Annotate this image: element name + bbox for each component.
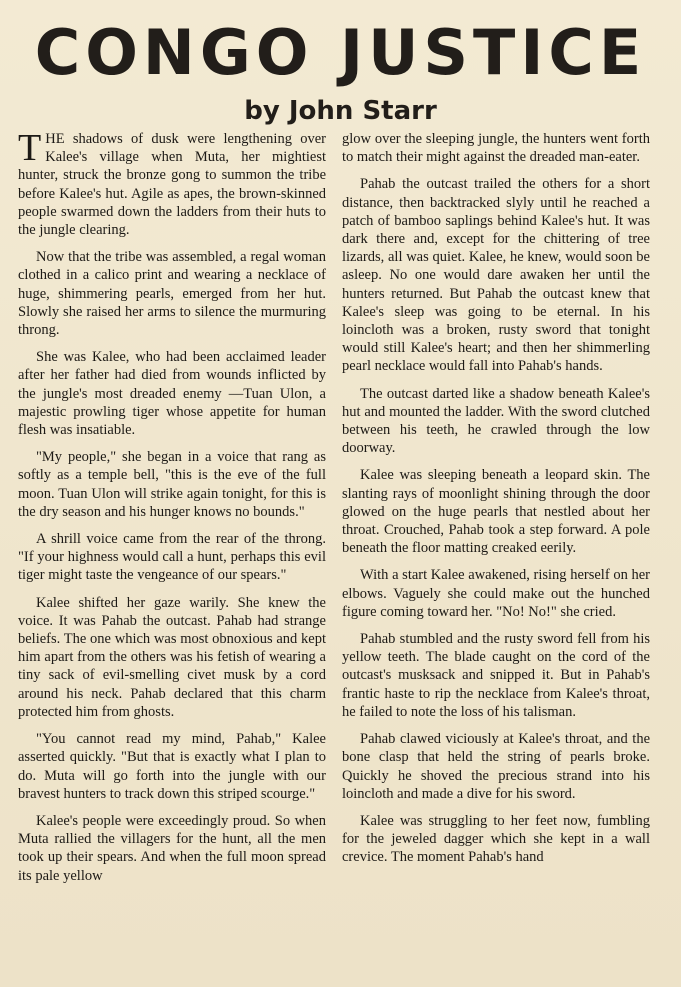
left-column bbox=[18, 127, 326, 894]
story-columns bbox=[18, 127, 667, 894]
paragraph: Kalee was struggling to her feet now, fumbling for the jeweled dagger which she kept in a wall crevice. The moment Pahab's hand bbox=[342, 812, 650, 866]
paragraph: Kalee was sleeping beneath a leopard skin. The slanting rays of moonlight shining through the door glowed on the huge pearls that nestled about her throat. Crouched, Pahab took a step forward. A pole beneath the floor matting creaked eerily. bbox=[342, 467, 650, 557]
paragraph: "My people," she began in a voice that rang as softly as a temple bell, "this is the eve of the full moon. Tuan Ulon will strike again tonight, for this is the dry season and his hunger knows no bounds." bbox=[18, 449, 326, 520]
paragraph: Pahab clawed viciously at Kalee's throat, and the bone clasp that held the string of pearls broke. Quickly he shoved the precious strand into his loincloth and made a dive for his sword. bbox=[342, 731, 650, 802]
paragraph: The outcast darted like a shadow beneath Kalee's hut and mounted the ladder. With the sword clutched between his teeth, he crawled through the low doorway. bbox=[342, 385, 650, 457]
story-title: CONGO JUSTICE bbox=[34, 16, 647, 89]
paragraph: Kalee's people were exceedingly proud. So when Muta rallied the villagers for the hunt, all the men took up their spears. And when the full moon spread its pale yellow bbox=[18, 812, 326, 884]
paragraph: Kalee shifted her gaze warily. She knew the voice. It was Pahab the outcast. Pahab had strange beliefs. The one which was most obnoxious and kept him apart from the others was his fetish of wearing a tiny sack of evil-smelling civet musk by a cord around his neck. Pahab declared that this charm protected him from ghosts. bbox=[18, 594, 326, 720]
paragraph: She was Kalee, who had been acclaimed leader after her father had died from wounds inflicted by the jungle's most dreaded enemy —Tuan Ulon, a majestic prowling tiger whose appetite for human flesh was insatiable. bbox=[18, 349, 326, 439]
right-column bbox=[342, 130, 650, 894]
paragraph: glow over the sleeping jungle, the hunters went forth to match their might against the dreaded man-eater. bbox=[342, 131, 650, 166]
paragraph: With a start Kalee awakened, rising herself on her elbows. Vaguely she could make out the hunched figure coming toward her. "No! No!" she cried. bbox=[342, 567, 650, 620]
paragraph: Pahab the outcast trailed the others for a short distance, then backtracked slyly until he reached a patch of bamboo saplings behind Kalee's hut. It was dark there and, except for the chittering of tree lizards, all was quiet. Kalee, he knew, would soon be asleep. No one would dare awaken her until the hunters returned. But Pahab the outcast knew that Kalee's sleep was going to be eternal. In his loincloth was a broken, rusty sword that tonight would still Kalee's heart; and then her shimmerling pearl necklace would fall into Pahab's hands. bbox=[342, 176, 650, 375]
paragraph: Now that the tribe was assembled, a regal woman clothed in a calico print and wearing a necklace of huge, shimmering pearls, emerged from her hut. Slowly she raised her arms to silence the murmuring throng. bbox=[18, 249, 326, 339]
drop-cap: T bbox=[18, 127, 42, 169]
paragraph bbox=[18, 127, 326, 239]
paragraph-text: HE shadows of dusk were lengthening over Kalee's village when Muta, her mightiest hunter, struck the bronze gong to summon the tribe before Kalee's hut. Agile as apes, the brown-skinned people swarmed down the ladders from their huts to the jungle clearing. bbox=[18, 131, 326, 239]
paragraph: Pahab stumbled and the rusty sword fell from his yellow teeth. The blade caught on the cord of the outcast's musksack and snipped it. But in Pahab's frantic haste to rip the necklace from Kalee's throat, he failed to note the loss of his talisman. bbox=[342, 631, 650, 720]
paragraph: "You cannot read my mind, Pahab," Kalee asserted quickly. "But that is exactly what I plan to do. Muta will go forth into the jungle with our bravest hunters to track down this striped scourge." bbox=[18, 731, 326, 802]
paragraph: A shrill voice came from the rear of the throng. "If your highness would call a hunt, perhaps this evil tiger might taste the vengeance of our spears." bbox=[18, 531, 326, 584]
story-byline: by John Starr bbox=[244, 96, 437, 126]
